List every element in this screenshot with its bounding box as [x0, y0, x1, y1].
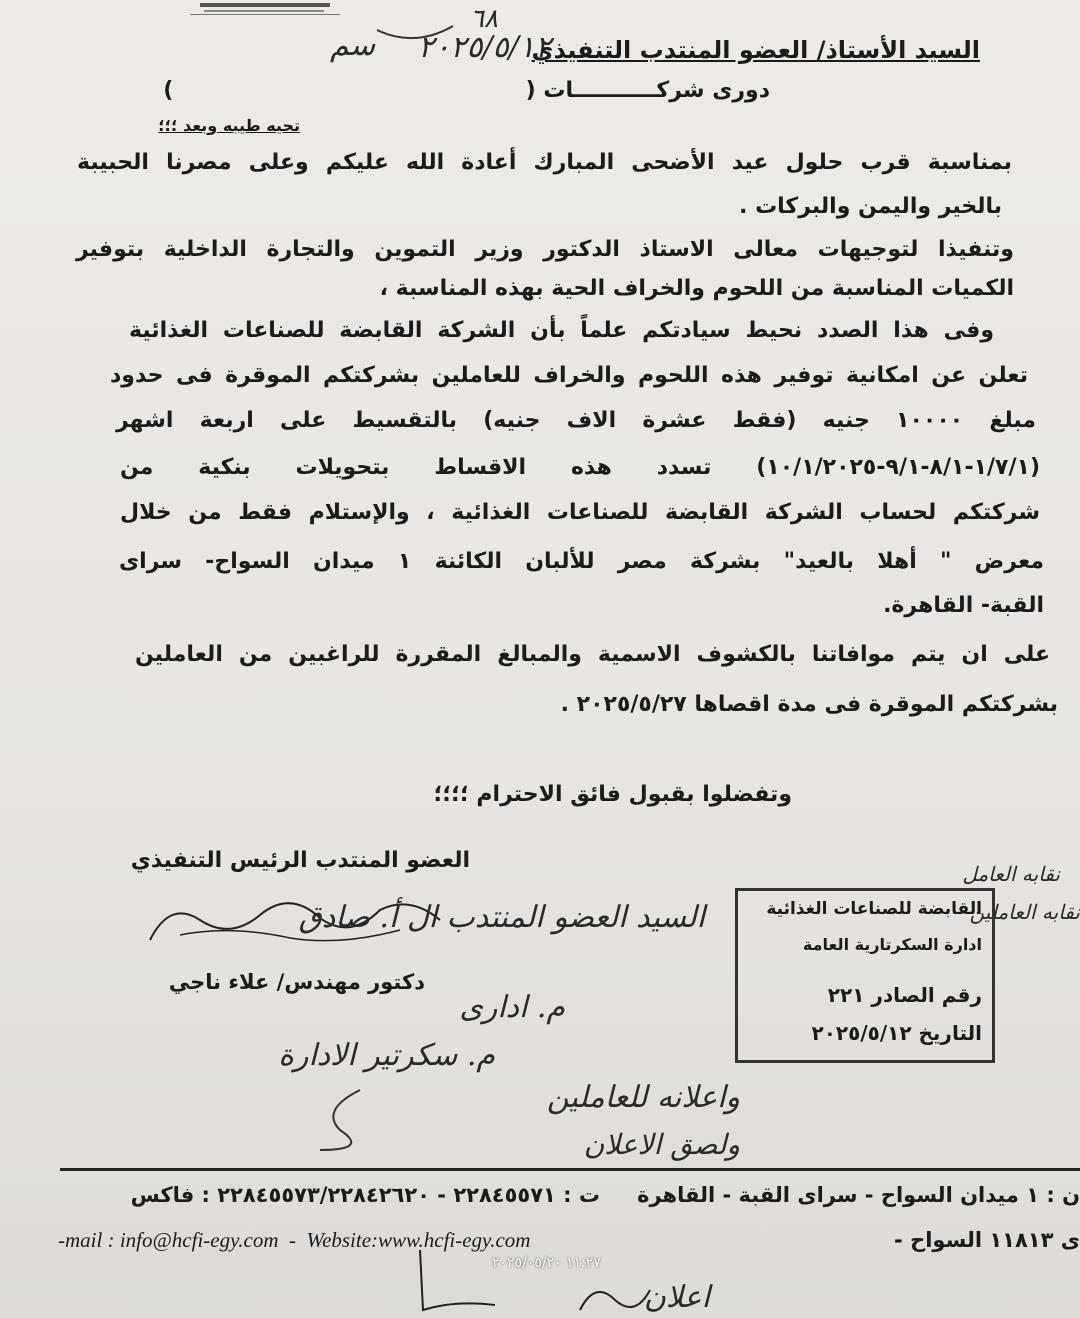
handwritten-note-1: السيد العضو المنتدب ال أ. صادق [298, 900, 705, 935]
body-line-8: (١/٧/١-٨/١-٩/١-١٠/١/٢٠٢٥) تسدد هذه الاقساط بتحويلات بنكية من [120, 455, 1040, 480]
photo-timestamp: ١١:٢٧ ٢٠٢٥/٠٥/٢٠ [492, 1255, 601, 1271]
handwritten-note-3: م. سكرتير الادارة [278, 1038, 495, 1073]
handwritten-note: سم [330, 28, 376, 63]
body-line-10: معرض " أهلا بالعيد" بشركة مصر للألبان الكائنة ١ ميدان السواح- سراى [119, 549, 1045, 574]
stamp-line-2: ادارة السكرتارية العامة [802, 935, 982, 954]
handwritten-ref-number: ٦٨ [470, 4, 498, 34]
stamp-line-1: القابضة للصناعات الغذائية [766, 899, 982, 919]
secretariat-stamp [735, 888, 995, 1063]
stamp-line-4: التاريخ ٢٠٢٥/٥/١٢ [811, 1021, 982, 1045]
body-line-9: شركتكم لحساب الشركة القابضة للصناعات الغذائية ، والإستلام فقط من خلال [120, 500, 1040, 525]
body-line-11: القبة- القاهرة. [883, 593, 1044, 618]
body-line-12: على ان يتم موافاتنا بالكشوف الاسمية والمبالغ المقررة للراغبين من العاملين [135, 642, 1050, 667]
stamp-line-3: رقم الصادر ٢٢١ [827, 983, 982, 1007]
body-line-13: بشركتكم الموقرة فى مدة اقصاها ٢٠٢٥/٥/٢٧ . [560, 692, 1058, 717]
body-line-4: الكميات المناسبة من اللحوم والخراف الحية بهذه المناسبة ، [379, 276, 1014, 301]
footer-email-website: -mail : info@hcfi-egy.com - Website:www.hcfi-egy.com [58, 1228, 531, 1252]
bottom-signature-stroke-2 [575, 1280, 655, 1318]
body-line-6: تعلن عن امكانية توفير هذه اللحوم والخراف للعاملين بشركتكم الموقرة فى حدود [110, 363, 1028, 388]
side-note-2: نقابه العاملين [969, 900, 1080, 924]
body-line-2: بالخير واليمن والبركات . [739, 194, 1002, 219]
letterhead-logo-remnant [190, 0, 340, 15]
signatory-name: دكتور مهندس/ علاء ناجي [168, 970, 425, 994]
handwritten-stroke [375, 20, 455, 50]
footer-address: ن : ١ ميدان السواح - سراى القبة - القاهرة [637, 1183, 1080, 1207]
handwritten-date: ٢٠٢٥/٥/١٢ [418, 30, 552, 65]
footer-po-box: ى ١١٨١٣ السواح - [894, 1228, 1080, 1252]
handwritten-scribble [300, 1080, 420, 1160]
side-note-1: نقابه العامل [962, 862, 1060, 886]
footer-divider [60, 1168, 1080, 1171]
body-line-5: وفى هذا الصدد نحيط سيادتكم علماً بأن الشركة القابضة للصناعات الغذائية [129, 318, 994, 343]
body-line-3: وتنفيذا لتوجيهات معالى الاستاذ الدكتور وزير التموين والتجارة الداخلية بتوفير [76, 237, 1014, 262]
addressee-line: السيد الأستاذ/ العضو المنتدب التنفيذي [531, 36, 980, 64]
bottom-handwriting: اعلان [643, 1280, 710, 1315]
handwritten-note-2: م. ادارى [459, 990, 565, 1025]
company-line: دورى شركـــــــــــات ( ) [163, 78, 770, 103]
greeting: تحيه طيبه وبعد ؛؛؛ [158, 116, 300, 135]
footer-phones: ت : ٢٢٨٤٥٥٧١ - ٢٢٨٤٥٥٧٣/٢٢٨٤٢٦٢٠ : فاكس [130, 1183, 600, 1207]
bottom-signature-stroke [395, 1250, 515, 1318]
handwritten-note-4: واعلانه للعاملين [546, 1080, 740, 1115]
closing-line: وتفضلوا بقبول فائق الاحترام ؛؛؛؛ [433, 782, 792, 807]
handwritten-note-5: ولصق الاعلان [583, 1128, 740, 1161]
signatory-title: العضو المنتدب الرئيس التنفيذي [130, 848, 470, 873]
body-line-1: بمناسبة قرب حلول عيد الأضحى المبارك أعادة الله عليكم وعلى مصرنا الحبيبة [77, 150, 1012, 175]
body-line-7: مبلغ ١٠٠٠٠ جنيه (فقط عشرة الاف جنيه) بالتقسيط على اربعة اشهر [116, 408, 1036, 433]
